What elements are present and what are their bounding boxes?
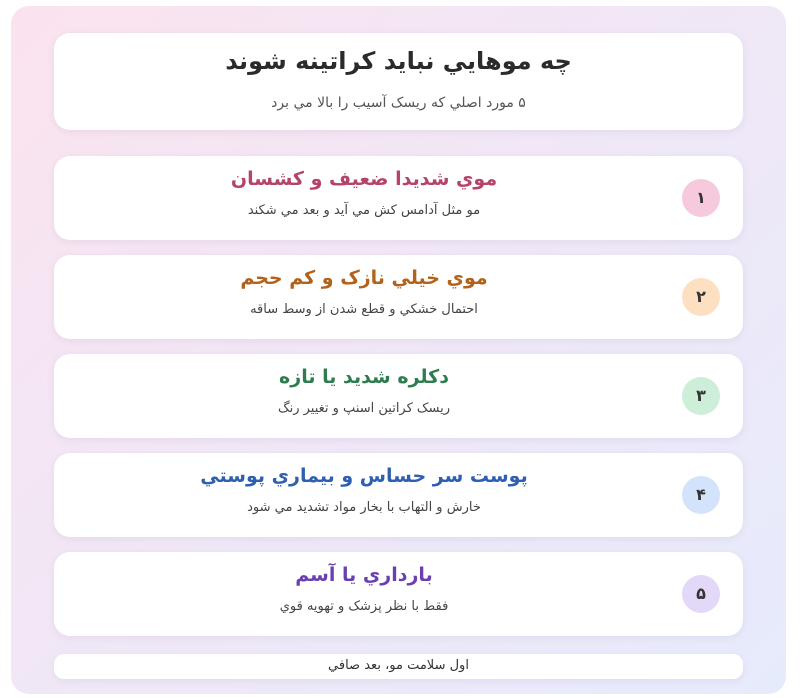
page-subtitle: ۵ مورد اصلي كه ريسک آسيب را بالا مي برد xyxy=(271,95,526,111)
item-title: موي شديدا ضعيف و كشسان xyxy=(230,168,498,190)
item-description: فقط با نظر پزشک و تهويه قوي xyxy=(279,599,449,614)
item-text xyxy=(164,354,564,438)
item-description: ريسک كراتين اسنپ و تغيير رنگ xyxy=(277,401,451,416)
item-description: مو مثل آدامس كش مي آيد و بعد مي شكند xyxy=(247,203,481,218)
item-title: موي خيلي نازک و كم حجم xyxy=(240,267,488,289)
number-badge: ۴ xyxy=(682,476,720,514)
item-text xyxy=(164,552,564,636)
footer-text: اول سلامت مو، بعد صافي xyxy=(328,658,469,673)
item-title: پوست سر حساس و بيماري پوستي xyxy=(200,465,528,487)
item-description: خارش و التهاب با بخار مواد تشديد مي شود xyxy=(247,500,481,515)
item-description: احتمال خشكي و قطع شدن از وسط ساقه xyxy=(250,302,478,317)
header-card xyxy=(54,33,743,130)
infographic-panel xyxy=(11,6,786,694)
list-item-5 xyxy=(54,552,743,636)
item-title: دكلره شديد يا تازه xyxy=(279,366,449,388)
item-text xyxy=(164,453,564,537)
number-badge: ۳ xyxy=(682,377,720,415)
item-title: بارداري يا آسم xyxy=(295,564,433,586)
footer-card xyxy=(54,654,743,679)
list-item-3 xyxy=(54,354,743,438)
item-text xyxy=(164,255,564,339)
item-text xyxy=(164,156,564,240)
list-item-4 xyxy=(54,453,743,537)
list-item-1 xyxy=(54,156,743,240)
list-item-2 xyxy=(54,255,743,339)
page-title: چه موهايي نبايد كراتينه شوند xyxy=(225,47,572,75)
number-badge: ۵ xyxy=(682,575,720,613)
number-badge: ۱ xyxy=(682,179,720,217)
number-badge: ۲ xyxy=(682,278,720,316)
